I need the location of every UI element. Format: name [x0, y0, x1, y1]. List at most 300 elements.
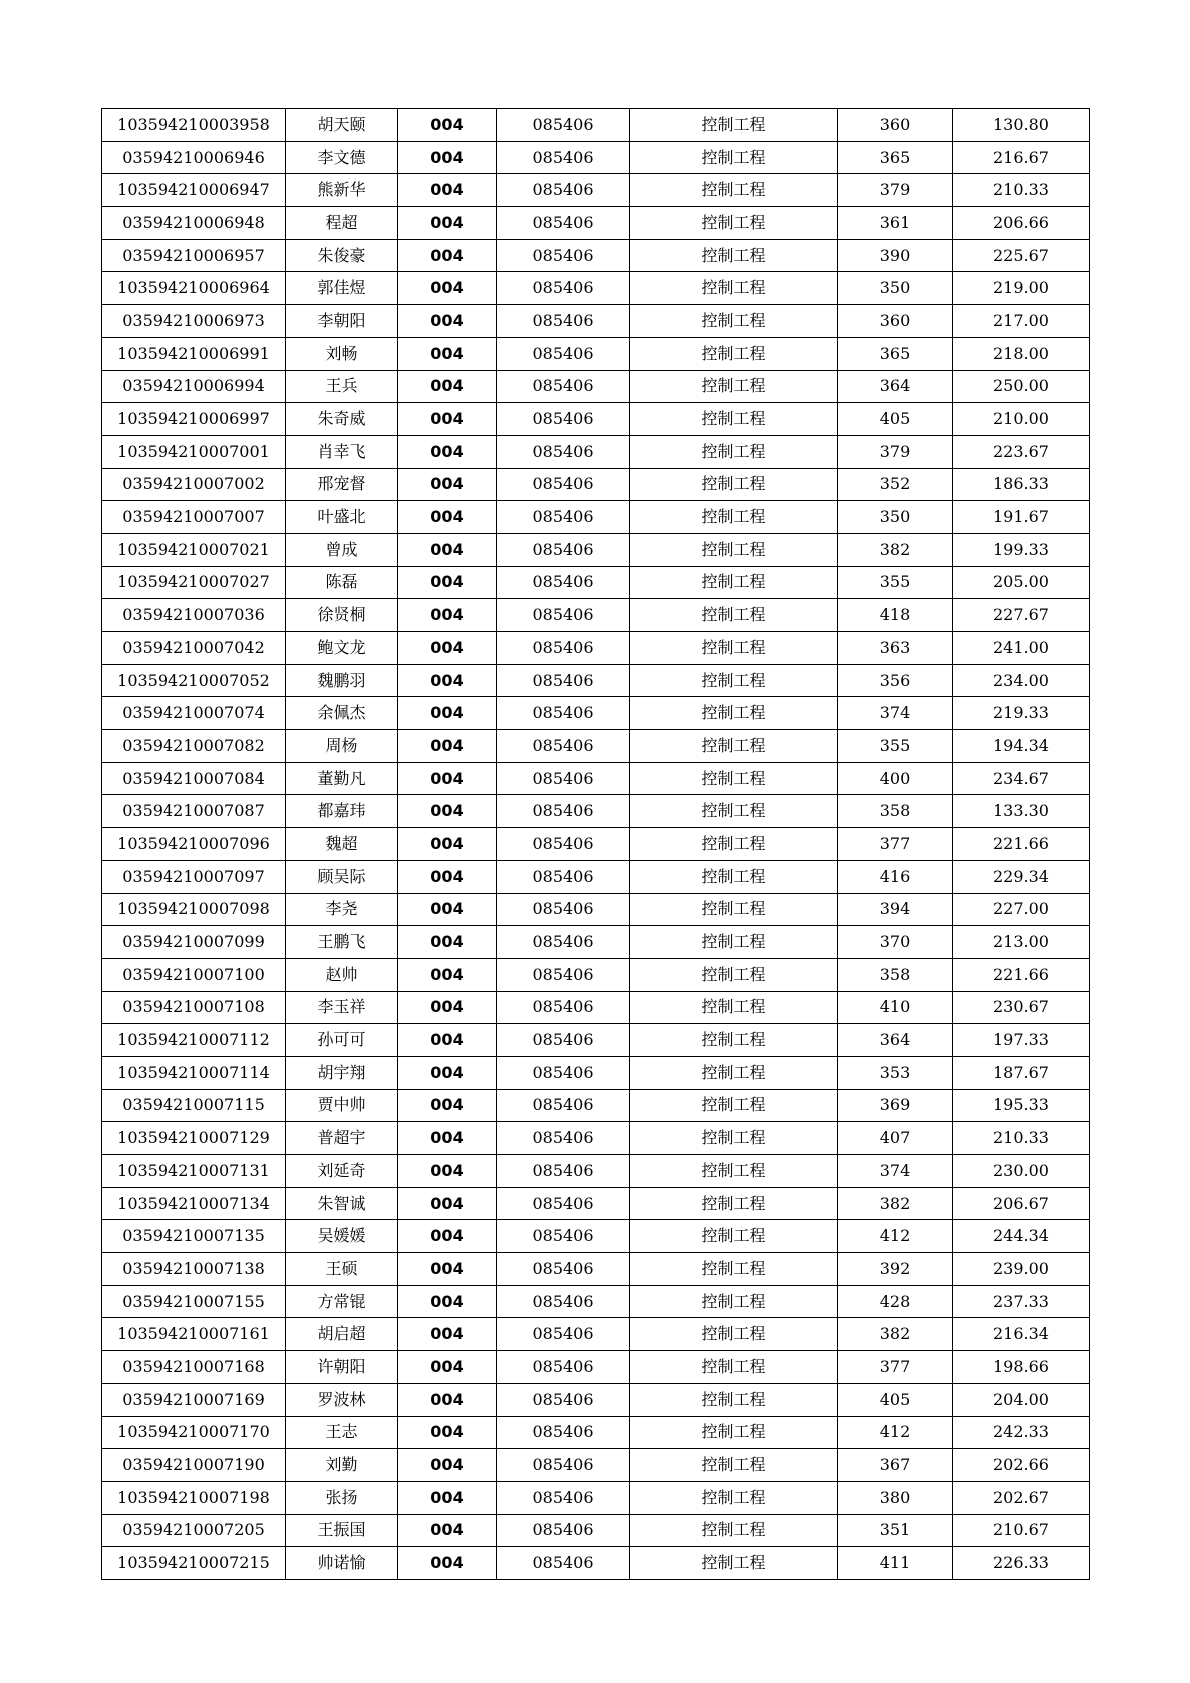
major-code-cell: 085406	[497, 828, 630, 861]
major-name-cell: 控制工程	[630, 1056, 838, 1089]
retest-score-cell: 242.33	[953, 1416, 1090, 1449]
table-row	[102, 403, 1090, 436]
candidate-id-cell: 103594210006947	[102, 174, 286, 207]
major-name-cell: 控制工程	[630, 1285, 838, 1318]
dept-code-cell: 004	[398, 337, 497, 370]
major-code-cell: 085406	[497, 1449, 630, 1482]
retest-score-cell: 195.33	[953, 1089, 1090, 1122]
table-row	[102, 1481, 1090, 1514]
dept-code-cell: 004	[398, 1449, 497, 1482]
retest-score-cell: 213.00	[953, 926, 1090, 959]
major-name-cell: 控制工程	[630, 109, 838, 142]
candidate-id-cell: 103594210006991	[102, 337, 286, 370]
dept-code-cell: 004	[398, 566, 497, 599]
major-name-cell: 控制工程	[630, 1024, 838, 1057]
name-cell: 方常锟	[286, 1285, 398, 1318]
initial-score-cell: 355	[838, 566, 953, 599]
candidate-id-cell: 103594210007161	[102, 1318, 286, 1351]
retest-score-cell: 218.00	[953, 337, 1090, 370]
candidate-id-cell: 103594210007198	[102, 1481, 286, 1514]
retest-score-cell: 205.00	[953, 566, 1090, 599]
dept-code-cell: 004	[398, 533, 497, 566]
name-cell: 肖幸飞	[286, 435, 398, 468]
name-cell: 赵帅	[286, 958, 398, 991]
dept-code-cell: 004	[398, 435, 497, 468]
major-name-cell: 控制工程	[630, 1220, 838, 1253]
name-cell: 刘延奇	[286, 1155, 398, 1188]
major-name-cell: 控制工程	[630, 991, 838, 1024]
table-row	[102, 1383, 1090, 1416]
dept-code-cell: 004	[398, 1024, 497, 1057]
table-row	[102, 926, 1090, 959]
initial-score-cell: 405	[838, 1383, 953, 1416]
retest-score-cell: 250.00	[953, 370, 1090, 403]
name-cell: 王志	[286, 1416, 398, 1449]
initial-score-cell: 394	[838, 893, 953, 926]
candidate-id-cell: 103594210007021	[102, 533, 286, 566]
name-cell: 普超宇	[286, 1122, 398, 1155]
retest-score-cell: 210.00	[953, 403, 1090, 436]
candidate-id-cell: 103594210007001	[102, 435, 286, 468]
table-row	[102, 566, 1090, 599]
retest-score-cell: 234.00	[953, 664, 1090, 697]
retest-score-cell: 237.33	[953, 1285, 1090, 1318]
dept-code-cell: 004	[398, 730, 497, 763]
dept-code-cell: 004	[398, 926, 497, 959]
name-cell: 余佩杰	[286, 697, 398, 730]
retest-score-cell: 204.00	[953, 1383, 1090, 1416]
dept-code-cell: 004	[398, 1514, 497, 1547]
initial-score-cell: 374	[838, 1155, 953, 1188]
major-name-cell: 控制工程	[630, 730, 838, 763]
dept-code-cell: 004	[398, 109, 497, 142]
candidate-id-cell: 03594210007190	[102, 1449, 286, 1482]
table-row	[102, 1089, 1090, 1122]
name-cell: 胡宇翔	[286, 1056, 398, 1089]
name-cell: 刘勤	[286, 1449, 398, 1482]
retest-score-cell: 234.67	[953, 762, 1090, 795]
candidate-id-cell: 103594210007052	[102, 664, 286, 697]
initial-score-cell: 364	[838, 370, 953, 403]
retest-score-cell: 229.34	[953, 860, 1090, 893]
retest-score-cell: 226.33	[953, 1547, 1090, 1580]
initial-score-cell: 363	[838, 632, 953, 665]
major-code-cell: 085406	[497, 1024, 630, 1057]
name-cell: 许朝阳	[286, 1351, 398, 1384]
dept-code-cell: 004	[398, 239, 497, 272]
retest-score-cell: 225.67	[953, 239, 1090, 272]
table-row	[102, 370, 1090, 403]
dept-code-cell: 004	[398, 1547, 497, 1580]
dept-code-cell: 004	[398, 174, 497, 207]
candidate-id-cell: 03594210007169	[102, 1383, 286, 1416]
name-cell: 帅诺愉	[286, 1547, 398, 1580]
initial-score-cell: 374	[838, 697, 953, 730]
name-cell: 李朝阳	[286, 305, 398, 338]
dept-code-cell: 004	[398, 697, 497, 730]
candidate-id-cell: 103594210007027	[102, 566, 286, 599]
major-name-cell: 控制工程	[630, 1383, 838, 1416]
table-row	[102, 207, 1090, 240]
candidate-id-cell: 103594210007114	[102, 1056, 286, 1089]
major-code-cell: 085406	[497, 1253, 630, 1286]
major-name-cell: 控制工程	[630, 207, 838, 240]
retest-score-cell: 191.67	[953, 501, 1090, 534]
retest-score-cell: 239.00	[953, 1253, 1090, 1286]
table-row	[102, 1056, 1090, 1089]
retest-score-cell: 221.66	[953, 828, 1090, 861]
major-name-cell: 控制工程	[630, 533, 838, 566]
major-code-cell: 085406	[497, 795, 630, 828]
candidate-id-cell: 03594210007002	[102, 468, 286, 501]
retest-score-cell: 230.67	[953, 991, 1090, 1024]
major-name-cell: 控制工程	[630, 566, 838, 599]
candidate-id-cell: 03594210007082	[102, 730, 286, 763]
dept-code-cell: 004	[398, 1155, 497, 1188]
initial-score-cell: 365	[838, 337, 953, 370]
name-cell: 顾吴际	[286, 860, 398, 893]
initial-score-cell: 379	[838, 435, 953, 468]
major-code-cell: 085406	[497, 1056, 630, 1089]
table-row	[102, 435, 1090, 468]
table-row	[102, 1285, 1090, 1318]
dept-code-cell: 004	[398, 1089, 497, 1122]
major-code-cell: 085406	[497, 1318, 630, 1351]
name-cell: 吴媛媛	[286, 1220, 398, 1253]
major-name-cell: 控制工程	[630, 239, 838, 272]
retest-score-cell: 130.80	[953, 109, 1090, 142]
retest-score-cell: 186.33	[953, 468, 1090, 501]
retest-score-cell: 202.67	[953, 1481, 1090, 1514]
candidate-id-cell: 103594210006997	[102, 403, 286, 436]
initial-score-cell: 407	[838, 1122, 953, 1155]
major-name-cell: 控制工程	[630, 1481, 838, 1514]
dept-code-cell: 004	[398, 1383, 497, 1416]
score-table	[101, 108, 1090, 1580]
major-name-cell: 控制工程	[630, 958, 838, 991]
candidate-id-cell: 03594210006994	[102, 370, 286, 403]
initial-score-cell: 412	[838, 1220, 953, 1253]
name-cell: 王兵	[286, 370, 398, 403]
candidate-id-cell: 103594210007112	[102, 1024, 286, 1057]
initial-score-cell: 400	[838, 762, 953, 795]
retest-score-cell: 219.00	[953, 272, 1090, 305]
major-code-cell: 085406	[497, 337, 630, 370]
retest-score-cell: 216.34	[953, 1318, 1090, 1351]
retest-score-cell: 216.67	[953, 141, 1090, 174]
initial-score-cell: 412	[838, 1416, 953, 1449]
candidate-id-cell: 03594210006973	[102, 305, 286, 338]
name-cell: 贾中帅	[286, 1089, 398, 1122]
major-code-cell: 085406	[497, 305, 630, 338]
candidate-id-cell: 103594210007134	[102, 1187, 286, 1220]
name-cell: 程超	[286, 207, 398, 240]
major-name-cell: 控制工程	[630, 697, 838, 730]
name-cell: 朱智诚	[286, 1187, 398, 1220]
retest-score-cell: 199.33	[953, 533, 1090, 566]
table-row	[102, 795, 1090, 828]
major-code-cell: 085406	[497, 632, 630, 665]
name-cell: 李尧	[286, 893, 398, 926]
candidate-id-cell: 03594210006948	[102, 207, 286, 240]
retest-score-cell: 197.33	[953, 1024, 1090, 1057]
initial-score-cell: 380	[838, 1481, 953, 1514]
retest-score-cell: 206.67	[953, 1187, 1090, 1220]
table-row	[102, 141, 1090, 174]
dept-code-cell: 004	[398, 1253, 497, 1286]
dept-code-cell: 004	[398, 1056, 497, 1089]
retest-score-cell: 133.30	[953, 795, 1090, 828]
major-name-cell: 控制工程	[630, 305, 838, 338]
dept-code-cell: 004	[398, 828, 497, 861]
major-name-cell: 控制工程	[630, 762, 838, 795]
major-name-cell: 控制工程	[630, 370, 838, 403]
table-row	[102, 337, 1090, 370]
table-row	[102, 1253, 1090, 1286]
table-row	[102, 1024, 1090, 1057]
initial-score-cell: 382	[838, 533, 953, 566]
major-code-cell: 085406	[497, 272, 630, 305]
table-row	[102, 958, 1090, 991]
initial-score-cell: 350	[838, 501, 953, 534]
candidate-id-cell: 103594210007096	[102, 828, 286, 861]
initial-score-cell: 377	[838, 1351, 953, 1384]
major-name-cell: 控制工程	[630, 632, 838, 665]
name-cell: 魏超	[286, 828, 398, 861]
major-code-cell: 085406	[497, 141, 630, 174]
major-code-cell: 085406	[497, 435, 630, 468]
name-cell: 李文德	[286, 141, 398, 174]
major-name-cell: 控制工程	[630, 1351, 838, 1384]
major-code-cell: 085406	[497, 1285, 630, 1318]
name-cell: 邢宠督	[286, 468, 398, 501]
name-cell: 李玉祥	[286, 991, 398, 1024]
name-cell: 叶盛北	[286, 501, 398, 534]
major-code-cell: 085406	[497, 566, 630, 599]
dept-code-cell: 004	[398, 305, 497, 338]
table-row	[102, 1514, 1090, 1547]
candidate-id-cell: 03594210007108	[102, 991, 286, 1024]
candidate-id-cell: 03594210007135	[102, 1220, 286, 1253]
table-row	[102, 828, 1090, 861]
table-row	[102, 1220, 1090, 1253]
major-name-cell: 控制工程	[630, 1187, 838, 1220]
candidate-id-cell: 103594210007215	[102, 1547, 286, 1580]
dept-code-cell: 004	[398, 141, 497, 174]
major-name-cell: 控制工程	[630, 501, 838, 534]
dept-code-cell: 004	[398, 1416, 497, 1449]
initial-score-cell: 377	[838, 828, 953, 861]
retest-score-cell: 227.67	[953, 599, 1090, 632]
dept-code-cell: 004	[398, 664, 497, 697]
table-row	[102, 1351, 1090, 1384]
dept-code-cell: 004	[398, 1318, 497, 1351]
initial-score-cell: 416	[838, 860, 953, 893]
table-row	[102, 632, 1090, 665]
initial-score-cell: 358	[838, 795, 953, 828]
major-code-cell: 085406	[497, 239, 630, 272]
candidate-id-cell: 103594210007131	[102, 1155, 286, 1188]
initial-score-cell: 358	[838, 958, 953, 991]
major-code-cell: 085406	[497, 174, 630, 207]
major-name-cell: 控制工程	[630, 1253, 838, 1286]
major-code-cell: 085406	[497, 1481, 630, 1514]
table-row	[102, 893, 1090, 926]
candidate-id-cell: 03594210006957	[102, 239, 286, 272]
major-code-cell: 085406	[497, 599, 630, 632]
major-code-cell: 085406	[497, 1351, 630, 1384]
retest-score-cell: 217.00	[953, 305, 1090, 338]
major-code-cell: 085406	[497, 958, 630, 991]
major-code-cell: 085406	[497, 664, 630, 697]
major-name-cell: 控制工程	[630, 272, 838, 305]
major-code-cell: 085406	[497, 1122, 630, 1155]
candidate-id-cell: 03594210007138	[102, 1253, 286, 1286]
dept-code-cell: 004	[398, 1351, 497, 1384]
table-row	[102, 599, 1090, 632]
major-name-cell: 控制工程	[630, 1155, 838, 1188]
major-code-cell: 085406	[497, 893, 630, 926]
major-name-cell: 控制工程	[630, 828, 838, 861]
major-code-cell: 085406	[497, 730, 630, 763]
major-code-cell: 085406	[497, 1416, 630, 1449]
major-name-cell: 控制工程	[630, 468, 838, 501]
candidate-id-cell: 103594210003958	[102, 109, 286, 142]
dept-code-cell: 004	[398, 1220, 497, 1253]
major-code-cell: 085406	[497, 109, 630, 142]
name-cell: 王振国	[286, 1514, 398, 1547]
initial-score-cell: 350	[838, 272, 953, 305]
table-row	[102, 1416, 1090, 1449]
candidate-id-cell: 03594210007155	[102, 1285, 286, 1318]
dept-code-cell: 004	[398, 501, 497, 534]
initial-score-cell: 390	[838, 239, 953, 272]
major-code-cell: 085406	[497, 207, 630, 240]
table-row	[102, 174, 1090, 207]
dept-code-cell: 004	[398, 762, 497, 795]
name-cell: 胡启超	[286, 1318, 398, 1351]
dept-code-cell: 004	[398, 860, 497, 893]
candidate-id-cell: 103594210007129	[102, 1122, 286, 1155]
initial-score-cell: 382	[838, 1318, 953, 1351]
major-name-cell: 控制工程	[630, 1547, 838, 1580]
major-name-cell: 控制工程	[630, 664, 838, 697]
name-cell: 张扬	[286, 1481, 398, 1514]
candidate-id-cell: 03594210007168	[102, 1351, 286, 1384]
retest-score-cell: 227.00	[953, 893, 1090, 926]
table-row	[102, 1449, 1090, 1482]
candidate-id-cell: 03594210007115	[102, 1089, 286, 1122]
candidate-id-cell: 03594210007007	[102, 501, 286, 534]
initial-score-cell: 410	[838, 991, 953, 1024]
major-code-cell: 085406	[497, 762, 630, 795]
retest-score-cell: 219.33	[953, 697, 1090, 730]
major-name-cell: 控制工程	[630, 860, 838, 893]
retest-score-cell: 241.00	[953, 632, 1090, 665]
dept-code-cell: 004	[398, 1285, 497, 1318]
table-row	[102, 762, 1090, 795]
table-row	[102, 1547, 1090, 1580]
major-code-cell: 085406	[497, 1089, 630, 1122]
dept-code-cell: 004	[398, 207, 497, 240]
table-row	[102, 697, 1090, 730]
major-name-cell: 控制工程	[630, 893, 838, 926]
major-name-cell: 控制工程	[630, 1122, 838, 1155]
major-code-cell: 085406	[497, 468, 630, 501]
candidate-id-cell: 03594210007087	[102, 795, 286, 828]
major-name-cell: 控制工程	[630, 926, 838, 959]
initial-score-cell: 360	[838, 305, 953, 338]
major-code-cell: 085406	[497, 1155, 630, 1188]
name-cell: 罗波林	[286, 1383, 398, 1416]
dept-code-cell: 004	[398, 272, 497, 305]
table-row	[102, 664, 1090, 697]
initial-score-cell: 367	[838, 1449, 953, 1482]
major-code-cell: 085406	[497, 1220, 630, 1253]
initial-score-cell: 382	[838, 1187, 953, 1220]
table-row	[102, 533, 1090, 566]
table-row	[102, 272, 1090, 305]
major-code-cell: 085406	[497, 501, 630, 534]
major-name-cell: 控制工程	[630, 1416, 838, 1449]
initial-score-cell: 352	[838, 468, 953, 501]
dept-code-cell: 004	[398, 893, 497, 926]
major-code-cell: 085406	[497, 860, 630, 893]
name-cell: 魏鹏羽	[286, 664, 398, 697]
name-cell: 王硕	[286, 1253, 398, 1286]
major-code-cell: 085406	[497, 1547, 630, 1580]
initial-score-cell: 361	[838, 207, 953, 240]
name-cell: 刘畅	[286, 337, 398, 370]
dept-code-cell: 004	[398, 632, 497, 665]
major-name-cell: 控制工程	[630, 1318, 838, 1351]
retest-score-cell: 187.67	[953, 1056, 1090, 1089]
dept-code-cell: 004	[398, 599, 497, 632]
initial-score-cell: 418	[838, 599, 953, 632]
major-name-cell: 控制工程	[630, 1514, 838, 1547]
name-cell: 王鹏飞	[286, 926, 398, 959]
dept-code-cell: 004	[398, 403, 497, 436]
name-cell: 郭佳煜	[286, 272, 398, 305]
initial-score-cell: 351	[838, 1514, 953, 1547]
dept-code-cell: 004	[398, 958, 497, 991]
candidate-id-cell: 03594210007074	[102, 697, 286, 730]
major-name-cell: 控制工程	[630, 599, 838, 632]
candidate-id-cell: 03594210007036	[102, 599, 286, 632]
initial-score-cell: 356	[838, 664, 953, 697]
table-row	[102, 860, 1090, 893]
name-cell: 陈磊	[286, 566, 398, 599]
major-code-cell: 085406	[497, 1514, 630, 1547]
candidate-id-cell: 03594210007097	[102, 860, 286, 893]
name-cell: 熊新华	[286, 174, 398, 207]
major-name-cell: 控制工程	[630, 174, 838, 207]
candidate-id-cell: 103594210007170	[102, 1416, 286, 1449]
initial-score-cell: 353	[838, 1056, 953, 1089]
initial-score-cell: 370	[838, 926, 953, 959]
dept-code-cell: 004	[398, 991, 497, 1024]
candidate-id-cell: 03594210007084	[102, 762, 286, 795]
dept-code-cell: 004	[398, 1187, 497, 1220]
initial-score-cell: 364	[838, 1024, 953, 1057]
candidate-id-cell: 03594210007205	[102, 1514, 286, 1547]
retest-score-cell: 221.66	[953, 958, 1090, 991]
table-body	[102, 109, 1090, 1580]
table-row	[102, 468, 1090, 501]
initial-score-cell: 379	[838, 174, 953, 207]
major-name-cell: 控制工程	[630, 1449, 838, 1482]
table-row	[102, 1187, 1090, 1220]
